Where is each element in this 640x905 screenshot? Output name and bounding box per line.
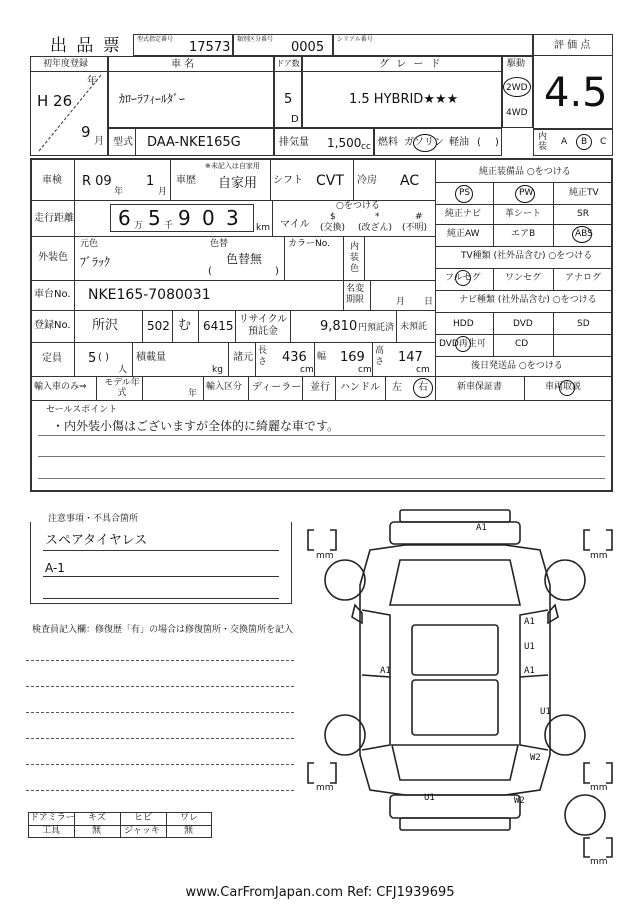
color-paren-open: ( bbox=[208, 266, 212, 277]
spec-label: 諸元 bbox=[233, 352, 253, 363]
aircon-value: AC bbox=[400, 173, 420, 189]
rating-label: 評 価 点 bbox=[554, 40, 591, 51]
grade-box bbox=[302, 56, 502, 128]
mileage-digit-2: 5 bbox=[148, 206, 161, 230]
mm-spare: mm bbox=[590, 857, 608, 867]
load-unit: kg bbox=[212, 365, 223, 375]
sheet-title: 出 品 票 bbox=[50, 36, 122, 56]
mark-rear-bumper: U1 bbox=[424, 793, 435, 803]
mileage-alt-sym: * bbox=[375, 212, 380, 222]
drive-label: 駆動 bbox=[507, 59, 526, 69]
model-type-box bbox=[108, 128, 274, 156]
equipment-title: 純正装備品 ○をつける bbox=[479, 167, 571, 177]
mileage-exch-sym: $ bbox=[330, 212, 336, 222]
drive-2wd: 2WD bbox=[506, 83, 528, 93]
model-no-box bbox=[133, 34, 233, 56]
mileage-digit-1: 6 bbox=[118, 206, 131, 230]
aircon-label: 冷房 bbox=[357, 175, 377, 186]
capacity-value: 5 bbox=[88, 351, 97, 366]
chassis-value: NKE165-7080031 bbox=[88, 287, 211, 303]
displacement-label: 排気量 bbox=[279, 137, 309, 148]
sales-label: セールスポイント bbox=[46, 405, 118, 415]
chassis-label: 車台No. bbox=[34, 289, 71, 300]
car-name-box bbox=[108, 56, 274, 128]
tv-title: TV種類 (社外品含む) ○をつける bbox=[461, 251, 593, 261]
width-value: 169 bbox=[340, 350, 365, 365]
notes-label: 注意事項・不具合箇所 bbox=[48, 514, 139, 524]
class-no-box bbox=[233, 34, 333, 56]
mileage-row bbox=[30, 200, 435, 236]
drive-2wd-circle bbox=[503, 77, 531, 97]
interior-box bbox=[533, 128, 613, 156]
displacement-box bbox=[274, 128, 374, 156]
handle-left: 左 bbox=[392, 382, 402, 393]
drive-box bbox=[502, 56, 533, 128]
navi-dvd: DVD bbox=[513, 319, 533, 329]
first-reg-label: 初年度登録 bbox=[43, 59, 89, 69]
first-reg-month-unit: 月 bbox=[94, 136, 104, 147]
history-label: 車歴 bbox=[176, 175, 196, 186]
shaken-note: ※未記入は自家用 bbox=[205, 162, 260, 170]
tv-fullseg: フルセグ bbox=[445, 273, 481, 283]
navi-sd: SD bbox=[577, 319, 590, 329]
height-unit: cm bbox=[416, 365, 430, 375]
shaken-year-unit: 年 bbox=[114, 187, 124, 197]
drive-4wd: 4WD bbox=[506, 108, 528, 118]
shaken-month: 1 bbox=[146, 174, 155, 189]
first-reg-month: 9 bbox=[81, 123, 91, 141]
fuel-box bbox=[374, 128, 502, 156]
width-label: 幅 bbox=[317, 352, 327, 362]
after-warranty: 新車保証書 bbox=[457, 382, 503, 392]
length-unit: cm bbox=[300, 365, 314, 375]
height-label: 高さ bbox=[375, 346, 385, 367]
color-paren-close: ) bbox=[275, 266, 279, 277]
interior-label: 内装 bbox=[538, 132, 548, 152]
chassis-row bbox=[30, 280, 435, 310]
recycle-label: リサイクル預託金 bbox=[238, 314, 288, 337]
fuel-paren-close: ) bbox=[495, 137, 499, 148]
model-year-unit: 年 bbox=[188, 389, 198, 399]
shaken-era: R 09 bbox=[82, 174, 112, 189]
regno-row bbox=[30, 310, 435, 342]
notes-box bbox=[30, 522, 292, 604]
mm-front-left: mm bbox=[316, 551, 334, 561]
model-no-value: 17573 bbox=[189, 40, 231, 55]
interior-b: B bbox=[581, 137, 588, 147]
doors-box bbox=[274, 56, 302, 128]
import-row bbox=[30, 376, 435, 400]
car-name-label: 車 名 bbox=[171, 59, 195, 70]
after-manual-circle bbox=[559, 380, 575, 396]
mileage-label: 走行距離 bbox=[34, 213, 74, 224]
mm-rear-left: mm bbox=[316, 783, 334, 793]
mileage-unk-sym: # bbox=[415, 212, 423, 222]
mileage-exch: (交換) bbox=[320, 223, 346, 233]
chassis-month-unit: 月 bbox=[396, 297, 406, 307]
serial-box bbox=[333, 34, 533, 56]
color-orig-value: ﾌﾞﾗｯｸ bbox=[80, 255, 111, 269]
equip-ps: PS bbox=[459, 188, 471, 198]
mileage-alt: (改ざん) bbox=[358, 223, 393, 233]
tv-fullseg-circle bbox=[455, 270, 471, 286]
length-label: 長さ bbox=[258, 346, 268, 367]
dims-row bbox=[30, 342, 435, 376]
sales-point bbox=[30, 400, 613, 492]
mark-front-bumper: A1 bbox=[476, 523, 487, 533]
equip-leather: 革シート bbox=[505, 209, 542, 219]
import-label: 輸入車のみ⇒ bbox=[34, 382, 87, 392]
color-label: 外装色 bbox=[38, 252, 68, 263]
color-no-label: カラーNo. bbox=[288, 239, 330, 249]
shift-value: CVT bbox=[316, 173, 344, 189]
tbl-tools-none: 無 bbox=[92, 826, 102, 836]
mark-right-rear-door: A1 bbox=[524, 666, 535, 676]
tbl-crack: ヒビ bbox=[134, 813, 153, 823]
color-repaint-label: 色替 bbox=[210, 239, 229, 249]
car-diagram bbox=[300, 505, 620, 865]
mileage-unit-man: 万 bbox=[134, 221, 144, 231]
mileage-unit-km: km bbox=[256, 223, 270, 233]
color-row bbox=[30, 236, 435, 280]
regno-area: 所沢 bbox=[92, 318, 119, 333]
capacity-paren: ( ) bbox=[98, 352, 109, 363]
handle-right-circle bbox=[413, 378, 433, 398]
equip-tv: 純正TV bbox=[569, 188, 599, 198]
equipment-panel bbox=[435, 158, 613, 400]
car-name-value: ｶﾛｰﾗﾌｨｰﾙﾀﾞｰ bbox=[119, 92, 186, 106]
equip-pw: PW bbox=[519, 188, 534, 198]
capacity-label: 定員 bbox=[42, 353, 62, 364]
mileage-opt-label: ○をつける bbox=[336, 201, 380, 211]
class-no-value: 0005 bbox=[291, 40, 325, 55]
fuel-paren-open: ( bbox=[477, 137, 481, 148]
mileage-digit-3: 9 bbox=[178, 206, 191, 230]
rating-value: 4.5 bbox=[544, 70, 608, 116]
equip-abs-circle bbox=[572, 226, 592, 243]
mm-front-right: mm bbox=[590, 551, 608, 561]
fuel-circle bbox=[413, 134, 437, 152]
doors-label: ドア数 bbox=[276, 59, 300, 68]
equip-airbag: エアB bbox=[511, 229, 536, 239]
doors-value: 5 bbox=[284, 92, 293, 107]
mark-right-front-door-2: U1 bbox=[524, 642, 535, 652]
history-value: 自家用 bbox=[218, 176, 258, 191]
recycle-value: 9,810 bbox=[320, 319, 358, 334]
navi-hdd: HDD bbox=[453, 319, 474, 329]
equip-navi: 純正ナビ bbox=[445, 209, 482, 219]
navi-title: ナビ種類 (社外品含む) ○をつける bbox=[459, 295, 597, 305]
navi-dvd-play-circle bbox=[455, 336, 471, 352]
model-year-label: モデル年式 bbox=[104, 378, 140, 398]
navi-dvd-play: DVD再生可 bbox=[439, 339, 486, 349]
first-reg-year-unit: 年 bbox=[87, 76, 97, 87]
mm-rear-right: mm bbox=[590, 783, 608, 793]
import-kubun-label: 輸入区分 bbox=[206, 382, 243, 392]
int-color-label: 内装色 bbox=[350, 242, 360, 274]
sales-line-1: ・内外装小傷はございますが全体的に綺麗な車です。 bbox=[52, 419, 340, 433]
after-title: 後日発送品 ○をつける bbox=[471, 361, 563, 371]
mileage-unk: (不明) bbox=[402, 223, 428, 233]
inspector-label: 検査員記入欄：修復歴「有」の場合は修復箇所・交換箇所を記入 bbox=[32, 625, 294, 635]
tv-oneseg: ワンセグ bbox=[505, 273, 542, 283]
import-dealer: ディーラー bbox=[252, 382, 302, 393]
model-type-value: DAA-NKE165G bbox=[147, 135, 241, 150]
navi-cd: CD bbox=[515, 339, 529, 349]
tbl-break: ワレ bbox=[180, 813, 199, 823]
interior-b-circle bbox=[576, 134, 592, 150]
tbl-jack: ジャッキ bbox=[124, 826, 160, 836]
shaken-month-unit: 月 bbox=[158, 187, 168, 197]
mileage-unit-sen: 千 bbox=[164, 221, 174, 231]
class-no-label: 類別区分番号 bbox=[237, 36, 274, 43]
color-repaint-value: 色替無 bbox=[226, 252, 263, 266]
interior-a: A bbox=[561, 137, 568, 147]
chassis-day-unit: 日 bbox=[424, 297, 434, 307]
tv-analog: アナログ bbox=[565, 273, 602, 283]
tbl-jack-none: 無 bbox=[184, 826, 194, 836]
recycle-unit: 円預託済 bbox=[358, 323, 395, 333]
after-manual: 車両取説 bbox=[545, 382, 582, 392]
width-unit: cm bbox=[358, 365, 372, 375]
fuel-value: ガソリン bbox=[404, 137, 444, 148]
shaken-label: 車検 bbox=[42, 175, 62, 186]
interior-c: C bbox=[600, 137, 607, 147]
regno-kana: む bbox=[178, 318, 192, 333]
doors-type: D bbox=[291, 114, 299, 125]
model-no-label: 型式指定番号 bbox=[137, 36, 174, 43]
handle-right: 右 bbox=[418, 382, 428, 393]
tbl-tools: 工具 bbox=[42, 826, 61, 836]
mark-left-side: A1 bbox=[380, 666, 391, 676]
handle-label: ハンドル bbox=[340, 382, 380, 393]
tbl-door-mirror: ドアミラー bbox=[30, 813, 75, 823]
height-value: 147 bbox=[398, 350, 423, 365]
first-reg-era: H 26 bbox=[37, 92, 73, 110]
equip-ps-circle bbox=[455, 185, 473, 203]
model-type-label: 型式 bbox=[113, 137, 133, 148]
notes-line-1: スペアタイヤレス bbox=[45, 533, 148, 548]
grade-value: 1.5 HYBRID★★★ bbox=[349, 92, 459, 107]
fuel-label: 燃料 bbox=[378, 137, 398, 148]
mark-right-rear-wheel: U1 bbox=[540, 707, 551, 717]
first-reg-box bbox=[30, 56, 108, 156]
serial-label: シリアル番号 bbox=[337, 36, 373, 43]
tbl-scratch: キズ bbox=[88, 813, 106, 823]
recycle-unpaid: 未預託 bbox=[400, 322, 428, 332]
equip-sr: SR bbox=[577, 209, 589, 219]
capacity-unit: 人 bbox=[118, 365, 128, 375]
notes-line-2: A-1 bbox=[45, 561, 65, 575]
footer-ref: www.CarFromJapan.com Ref: CFJ1939695 bbox=[185, 885, 455, 900]
equip-aw: 純正AW bbox=[447, 229, 480, 239]
displacement-unit: cc bbox=[361, 142, 371, 152]
grade-label: グ レ ー ド bbox=[379, 59, 443, 70]
mileage-digit-4: 0 bbox=[202, 206, 215, 230]
equip-pw-circle bbox=[515, 185, 535, 203]
first-reg-diagonal bbox=[31, 71, 107, 155]
shaken-row bbox=[30, 160, 435, 200]
mileage-digit-5: 3 bbox=[226, 206, 239, 230]
length-value: 436 bbox=[282, 350, 307, 365]
mark-rear-bumper-2: W2 bbox=[514, 796, 525, 806]
regno-class: 502 bbox=[147, 319, 170, 333]
mark-right-rear-quarter: W2 bbox=[530, 753, 541, 763]
chassis-date-label: 名変期限 bbox=[346, 284, 365, 305]
equip-abs: ABS bbox=[575, 229, 593, 239]
color-orig-label: 元色 bbox=[80, 239, 99, 249]
regno-label: 登録No. bbox=[34, 320, 71, 331]
mark-right-front-door: A1 bbox=[524, 617, 535, 627]
displacement-value: 1,500 bbox=[327, 136, 362, 150]
fuel-alt: 軽油 bbox=[449, 137, 469, 148]
import-parallel: 並行 bbox=[310, 382, 330, 393]
mileage-mile: マイル bbox=[280, 219, 310, 230]
shift-label: シフト bbox=[273, 175, 303, 186]
load-label: 積載量 bbox=[136, 352, 166, 363]
regno-number: 6415 bbox=[203, 319, 234, 333]
